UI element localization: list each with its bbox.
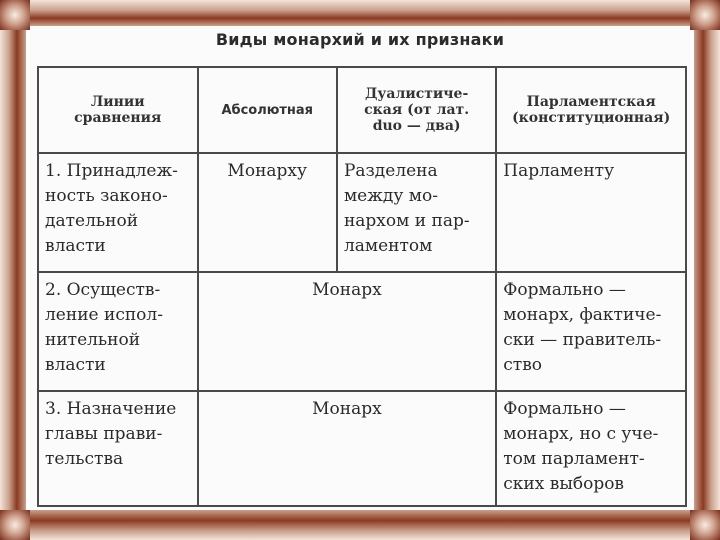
dualistic-cell: Разделена между мо- нархом и пар- ламентом: [337, 153, 496, 272]
merged-cell: Монарх: [198, 391, 497, 506]
parliamentary-cell: Парламенту: [496, 153, 686, 272]
frame-corner: [690, 510, 720, 540]
header-parliamentary: Парламентская (конституционная): [496, 67, 686, 153]
header-row: [38, 67, 686, 153]
header-lines: Линии сравнения: [38, 67, 198, 153]
table-row: [38, 153, 686, 272]
frame-corner: [690, 0, 720, 30]
frame-bottom: [0, 510, 720, 540]
slide-content: [30, 26, 690, 510]
frame-left: [0, 0, 26, 540]
parliamentary-cell: Формально — монарх, фактиче- ски — правитель- ство: [496, 272, 686, 391]
parliamentary-cell: Формально — монарх, но с уче- том парламент- ских выборов: [496, 391, 686, 506]
table-title: Виды монархий и их признаки: [215, 30, 505, 49]
frame-corner: [0, 510, 30, 540]
header-absolute: Абсолютная: [198, 67, 337, 153]
absolute-cell: Монарху: [198, 153, 337, 272]
frame-right: [694, 0, 720, 540]
header-dualistic: Дуалистиче- ская (от лат. duo — два): [337, 67, 496, 153]
frame-corner: [0, 0, 30, 30]
frame-top: [0, 0, 720, 26]
row-line-cell: 2. Осуществ- ление испол- нительной власти: [38, 272, 198, 391]
merged-cell: Монарх: [198, 272, 497, 391]
table-row: [38, 272, 686, 391]
monarchy-comparison-table: [37, 66, 687, 507]
table-row: [38, 391, 686, 506]
row-line-cell: 1. Принадлеж- ность законо- дательной власти: [38, 153, 198, 272]
row-line-cell: 3. Назначение главы прави- тельства: [38, 391, 198, 506]
